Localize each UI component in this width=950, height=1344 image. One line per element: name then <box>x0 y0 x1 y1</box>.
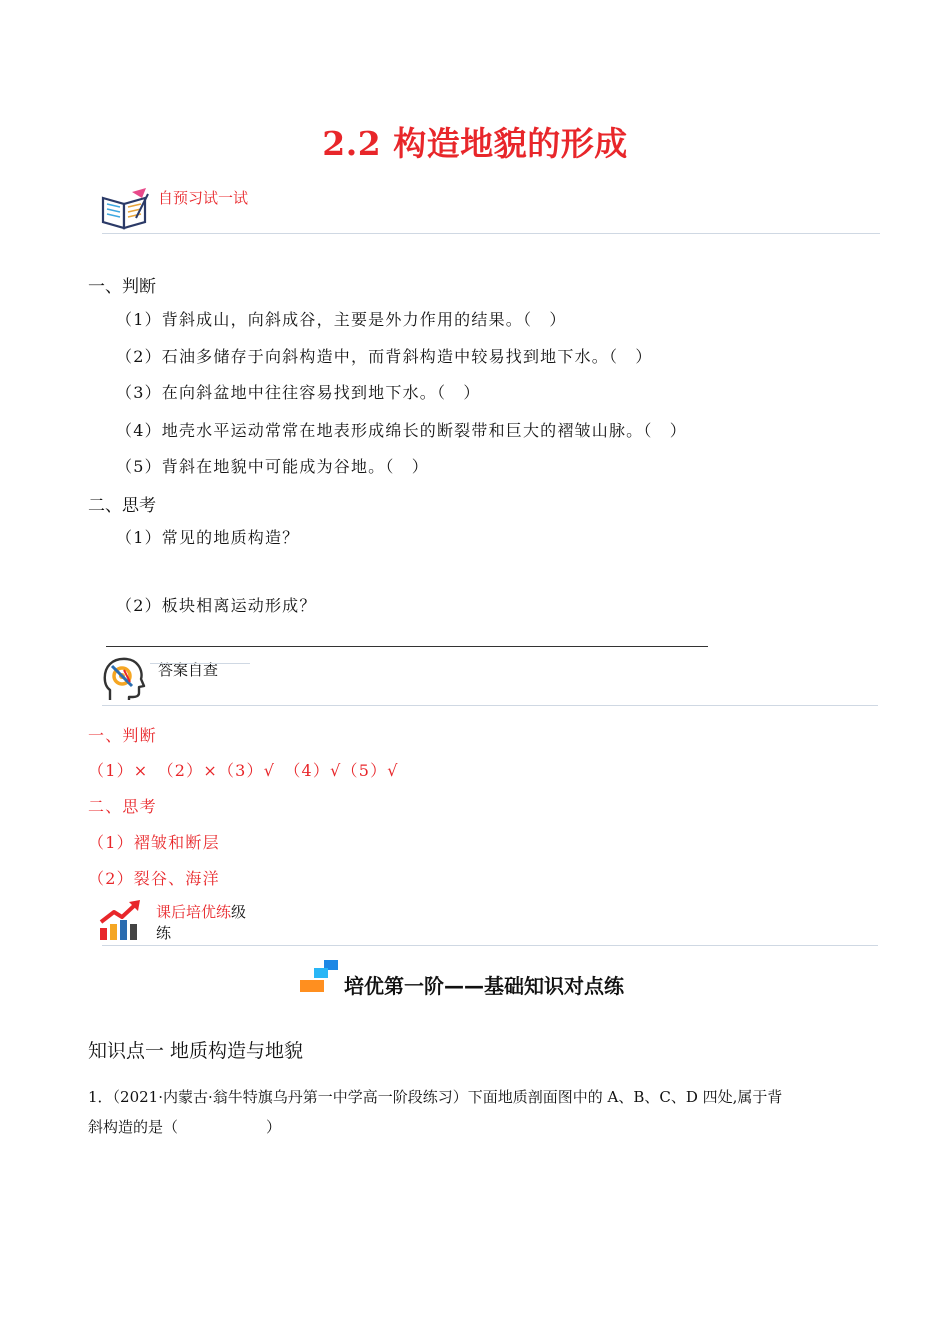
answer-section-label: 答案自查 <box>158 661 219 679</box>
practice-label-red: 课后培优练 <box>156 903 232 921</box>
judgment-item: （3）在向斜盆地中往往容易找到地下水。（ ） <box>116 383 481 402</box>
practice-section-label <box>156 901 246 922</box>
question-1-line1: 1．（2021·内蒙古·翁牛特旗乌丹第一中学高一阶段练习）下面地质剖面图中的 A、B、C、D 四处,属于背 <box>88 1088 783 1106</box>
page-title: 2.2 构造地貌的形成 <box>322 124 628 163</box>
judgment-heading: 一、判断 <box>88 277 156 297</box>
growth-chart-icon <box>98 898 144 942</box>
judgment-item: （2）石油多储存于向斜构造中，而背斜构造中较易找到地下水。（ ） <box>116 347 653 366</box>
steps-icon <box>298 960 340 994</box>
head-gear-icon <box>100 655 146 703</box>
question-1-bracket-close: ） <box>266 1118 282 1136</box>
judgment-item: （4）地壳水平运动常常在地表形成绵长的断裂带和巨大的褶皱山脉。（ ） <box>116 421 687 440</box>
judgment-item: （5）背斜在地貌中可能成为谷地。（ ） <box>116 457 429 476</box>
question-1-line2 <box>88 1112 878 1142</box>
answer-thinking-heading: 二、思考 <box>88 797 157 816</box>
thinking-heading: 二、思考 <box>88 496 156 516</box>
practice-label-line2: 练 <box>156 924 172 942</box>
answer-judgment-heading: 一、判断 <box>88 726 157 745</box>
answer-judgment-line: （1）× （2）×（3）√ （4）√（5）√ <box>88 761 399 780</box>
practice-label-black: 级 <box>231 903 247 921</box>
thinking-item: （2）板块相离运动形成？ <box>116 596 317 615</box>
tier-title: 培优第一阶——基础知识对点练 <box>344 974 624 998</box>
label-underline <box>150 663 250 664</box>
thinking-item: （1）常见的地质构造？ <box>116 528 300 547</box>
answer-divider <box>106 646 708 647</box>
section-divider <box>102 705 878 706</box>
open-book-icon <box>100 188 150 232</box>
knowledge-point-heading: 知识点一 地质构造与地貌 <box>88 1040 304 1062</box>
section-divider <box>102 233 880 234</box>
answer-thinking-1: （1）褶皱和断层 <box>88 833 220 852</box>
question-1-stem-end: 斜构造的是（ <box>88 1118 179 1136</box>
judgment-item: （1）背斜成山，向斜成谷，主要是外力作用的结果。（ ） <box>116 310 567 329</box>
question-1 <box>88 1082 878 1142</box>
answer-thinking-2: （2）裂谷、海洋 <box>88 869 220 888</box>
preview-section-label: 自预习试一试 <box>158 189 249 207</box>
section-divider <box>102 945 878 946</box>
